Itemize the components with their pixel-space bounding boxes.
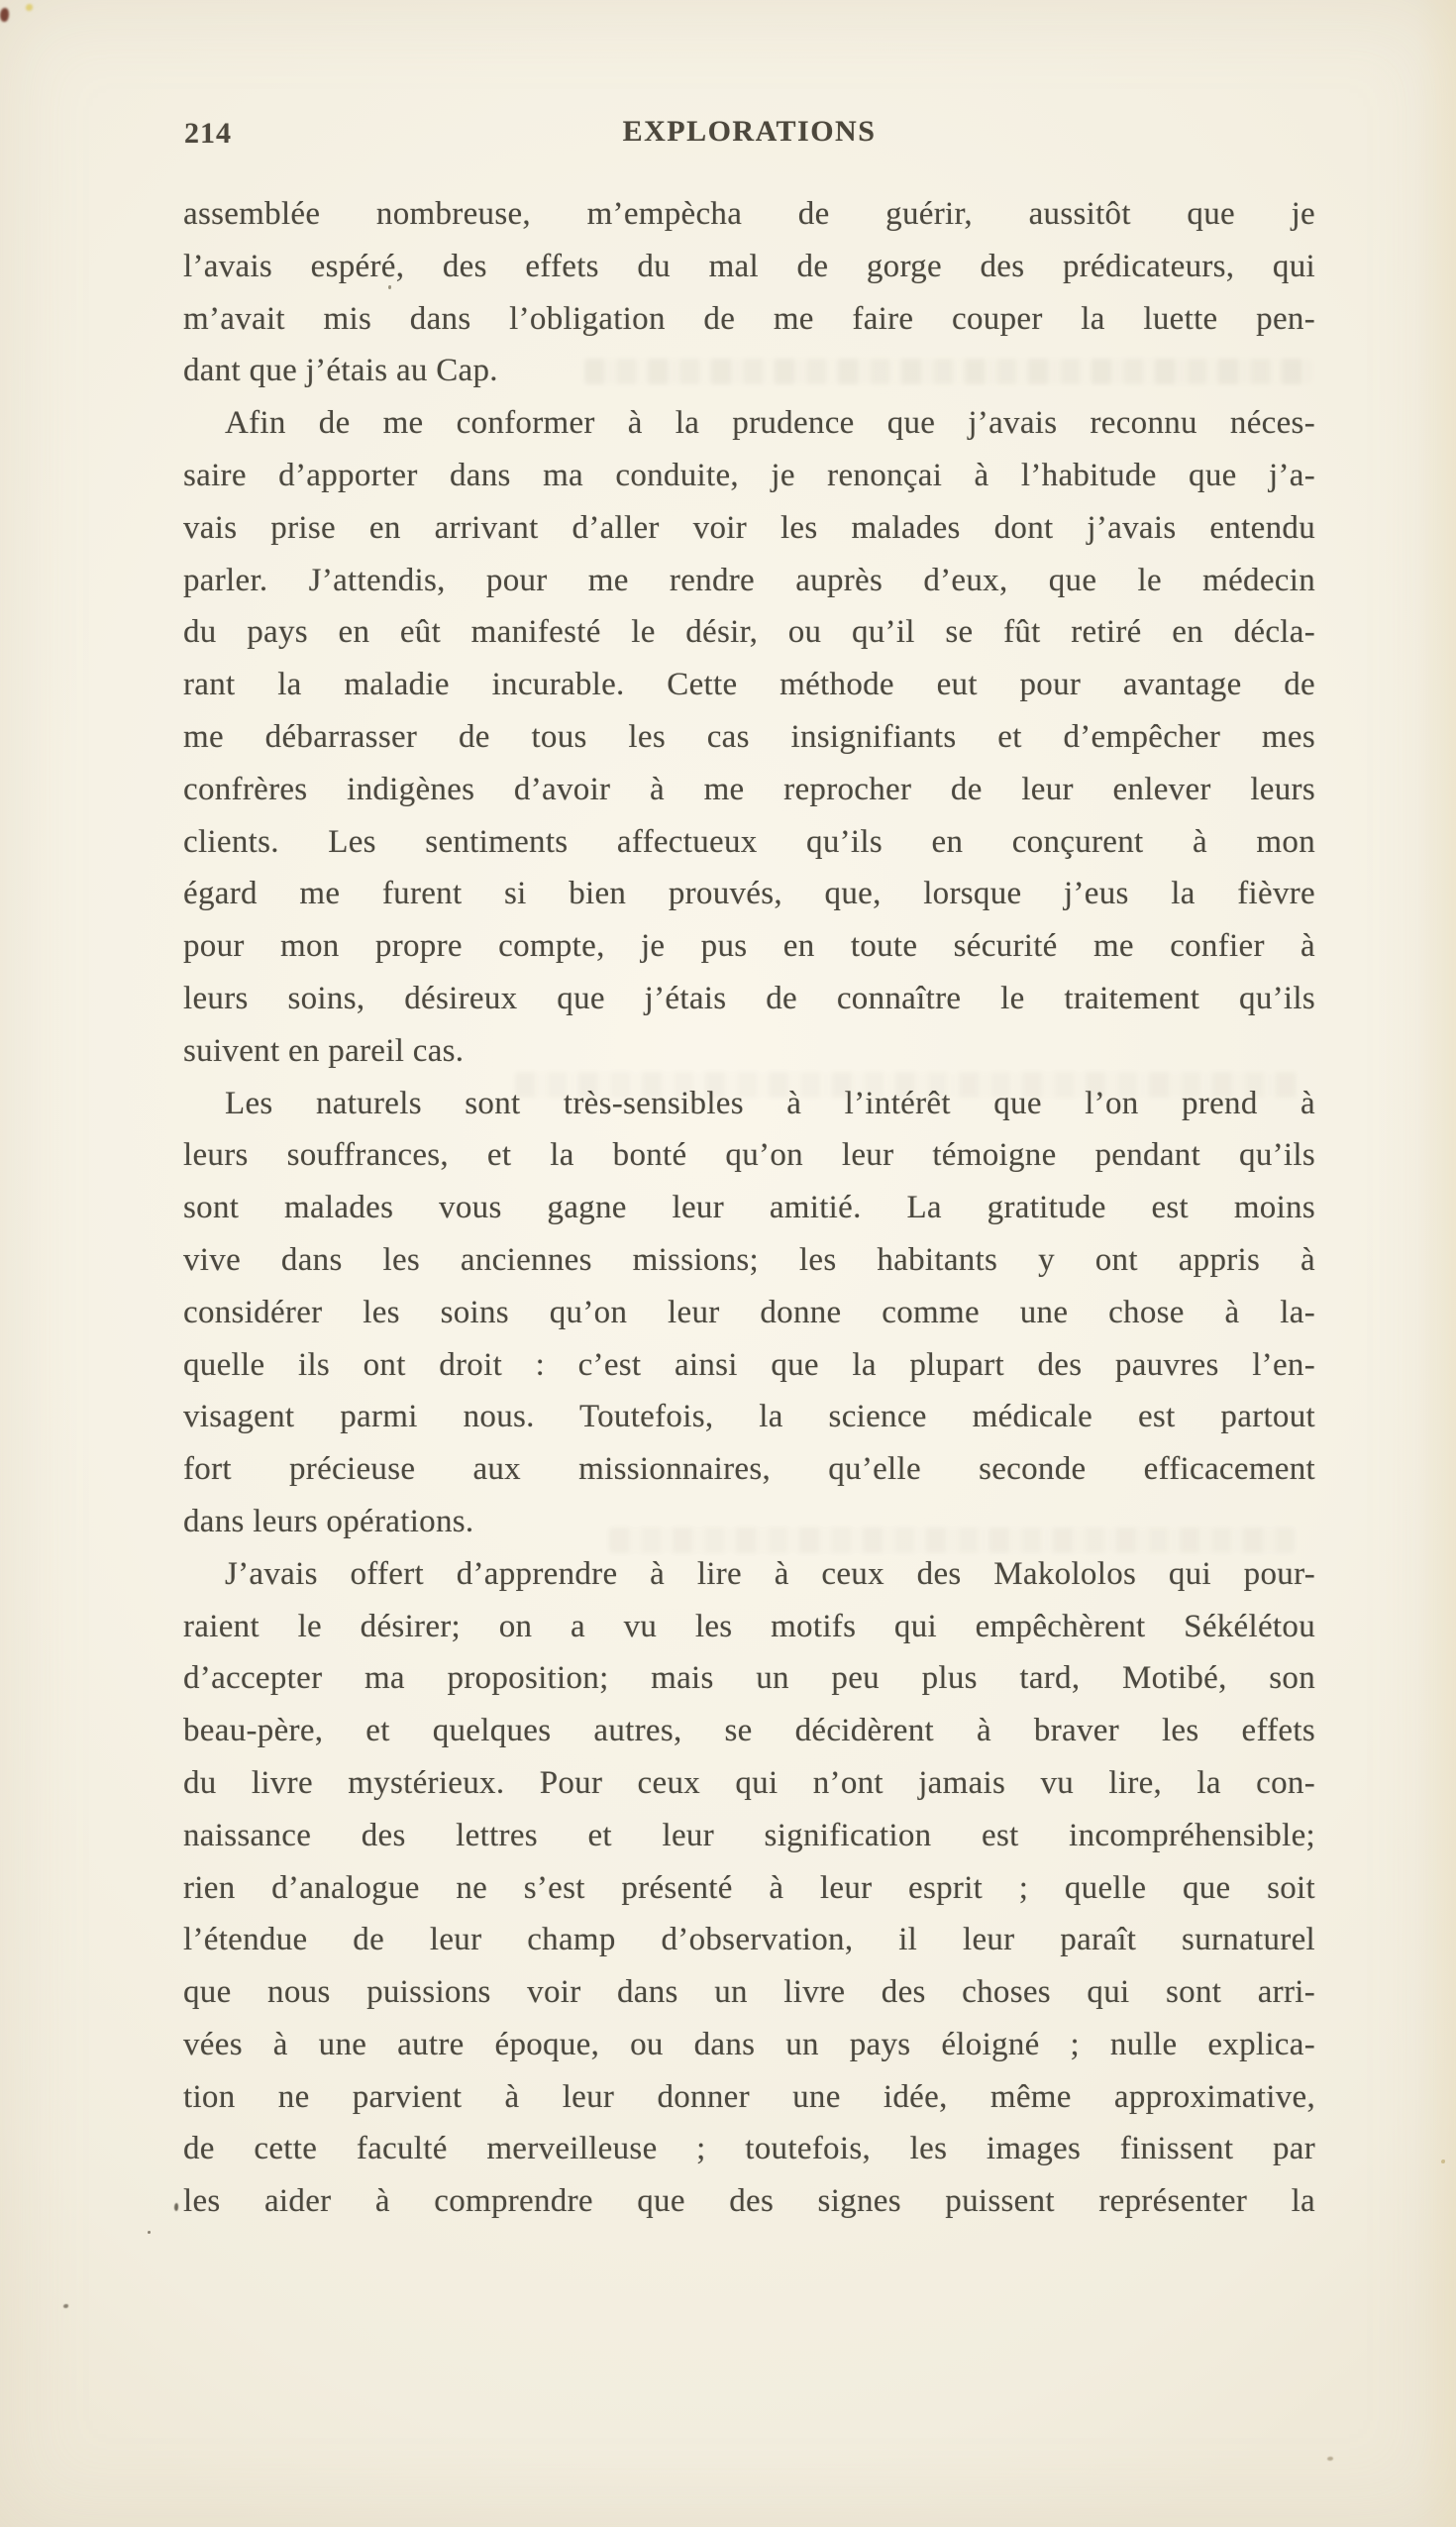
text-line: saire d’apporter dans ma conduite, je renonçai à l’habitude que j’a- [183, 457, 1315, 493]
text-line: raient le désirer; on a vu les motifs qui empêchèrent Sékélétou [183, 1608, 1315, 1644]
text-line: que nous puissions voir dans un livre des choses qui sont arri- [183, 1974, 1315, 2011]
text-line: considérer les soins qu’on leur donne comme une chose à la- [183, 1294, 1315, 1330]
text-line: les aider à comprendre que des signes puissent représenter la [183, 2183, 1315, 2220]
text-line: clients. Les sentiments affectueux qu’ils en conçurent à mon [183, 823, 1315, 860]
show-through-ghost [515, 1072, 1298, 1098]
text-line: dant que j’étais au Cap. [183, 353, 498, 389]
text-line: naissance des lettres et leur signification est incompréhensible; [183, 1817, 1315, 1853]
paper-speck [388, 285, 391, 289]
page-number: 214 [184, 117, 232, 150]
text-line: vais prise en arrivant d’aller voir les malades dont j’avais entendu [183, 509, 1315, 546]
text-line: vive dans les anciennes missions; les habitants y ont appris à [183, 1241, 1315, 1278]
text-line: Les naturels sont très-sensibles à l’intérêt que l’on prend à [225, 1085, 1315, 1121]
show-through-ghost [609, 1527, 1295, 1553]
text-line: l’avais espéré, des effets du mal de gorge des prédicateurs, qui [183, 248, 1315, 284]
text-line: fort précieuse aux missionnaires, qu’elle seconde efficacement [183, 1451, 1315, 1488]
text-line: leurs soins, désireux que j’étais de connaître le traitement qu’ils [183, 980, 1315, 1016]
paper-speck [63, 2304, 68, 2308]
text-line: pour mon propre compte, je pus en toute sécurité me confier à [183, 928, 1315, 965]
text-line: quelle ils ont droit : c’est ainsi que la plupart des pauvres l’en- [183, 1346, 1315, 1383]
text-line: d’accepter ma proposition; mais un peu plus tard, Motibé, son [183, 1660, 1315, 1697]
text-line: me débarrasser de tous les cas insignifiants et d’empêcher mes [183, 718, 1315, 755]
text-line: suivent en pareil cas. [183, 1032, 465, 1069]
text-line: leurs souffrances, et la bonté qu’on leur témoigne pendant qu’ils [183, 1137, 1315, 1174]
text-line: l’étendue de leur champ d’observation, il leur paraît surnaturel [183, 1922, 1315, 1958]
text-line: tion ne parvient à leur donner une idée, même approximative, [183, 2078, 1315, 2115]
text-line: sont malades vous gagne leur amitié. La gratitude est moins [183, 1190, 1315, 1226]
paper-speck [26, 4, 33, 11]
text-line: visagent parmi nous. Toutefois, la science médicale est partout [183, 1399, 1315, 1435]
text-line: rant la maladie incurable. Cette méthode eut pour avantage de [183, 667, 1315, 703]
text-line: beau-père, et quelques autres, se décidèrent à braver les effets [183, 1713, 1315, 1749]
text-line: assemblée nombreuse, m’empècha de guérir, aussitôt que je [183, 196, 1315, 232]
text-line: m’avait mis dans l’obligation de me faire couper la luette pen- [183, 300, 1315, 337]
text-line: de cette faculté merveilleuse ; toutefois, les images finissent par [183, 2131, 1315, 2167]
show-through-ghost [584, 359, 1313, 384]
text-line: rien d’analogue ne s’est présenté à leur esprit ; quelle que soit [183, 1869, 1315, 1906]
paper-speck [148, 2231, 151, 2234]
text-line: parler. J’attendis, pour me rendre auprès d’eux, que le médecin [183, 562, 1315, 598]
text-line: J’avais offert d’apprendre à lire à ceux des Makololos qui pour- [225, 1555, 1315, 1592]
text-line: égard me furent si bien prouvés, que, lorsque j’eus la fièvre [183, 876, 1315, 912]
running-title: EXPLORATIONS [622, 115, 877, 148]
text-line: du livre mystérieux. Pour ceux qui n’ont jamais vu lire, la con- [183, 1764, 1315, 1801]
paper-speck [1327, 2457, 1333, 2461]
text-line: du pays en eût manifesté le désir, ou qu’il se fût retiré en décla- [183, 614, 1315, 651]
text-block [183, 188, 1315, 2228]
text-line: confrères indigènes d’avoir à me reprocher de leur enlever leurs [183, 771, 1315, 807]
paper-speck [174, 2203, 178, 2211]
text-line: vées à une autre époque, ou dans un pays éloigné ; nulle explica- [183, 2026, 1315, 2062]
page-edge-tint [1416, 0, 1456, 2527]
text-line: Afin de me conformer à la prudence que j’avais reconnu néces- [225, 405, 1315, 442]
text-line: dans leurs opérations. [183, 1503, 474, 1539]
paper-speck [0, 8, 9, 22]
